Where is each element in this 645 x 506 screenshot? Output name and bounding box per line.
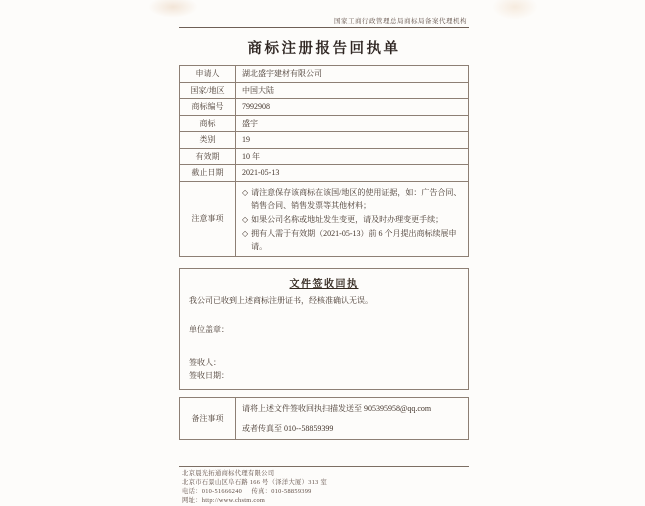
row-label: 国家/地区 xyxy=(180,83,236,99)
document-title: 商标注册报告回执单 xyxy=(247,41,401,57)
company-stamp-label: 单位盖章： xyxy=(189,325,229,335)
row-label: 截止日期 xyxy=(180,165,236,181)
sign-date-label: 签收日期： xyxy=(189,371,229,381)
row-value: 湖北盛宇建材有限公司 xyxy=(242,69,322,79)
row-expiry-date xyxy=(180,165,468,182)
note-text: 如果公司名称或地址发生变更，请及时办理变更手续； xyxy=(251,214,444,224)
agency-website: 网址：http://www.chstm.com xyxy=(182,496,266,504)
agency-phone: 电话：010-51666240 xyxy=(182,487,243,495)
row-applicant xyxy=(180,66,468,83)
trademark-info-table xyxy=(179,65,469,257)
scanned-document xyxy=(179,13,469,506)
remarks-table xyxy=(179,397,469,439)
row-label: 商标编号 xyxy=(180,99,236,115)
row-notes xyxy=(180,182,468,257)
row-value: 7992908 xyxy=(242,102,270,112)
agency-phone-fax xyxy=(182,488,469,497)
row-value: 盛宇 xyxy=(242,118,258,128)
row-label: 有效期 xyxy=(180,149,236,165)
row-class xyxy=(180,132,468,149)
row-value: 19 xyxy=(242,135,250,145)
note-item xyxy=(242,227,462,253)
agency-registration-note: 国家工商行政管理总局商标局备案代理机构 xyxy=(179,13,469,28)
spacer xyxy=(244,488,250,495)
signer-label: 签收人： xyxy=(189,358,221,368)
row-label: 备注事项 xyxy=(180,398,236,438)
receipt-acknowledgement-box xyxy=(179,268,469,390)
remarks-line-1: 请将上述文件签收回执扫描发送至 905395958@qq.com xyxy=(242,404,432,414)
note-item xyxy=(242,213,462,226)
row-validity-period xyxy=(180,149,468,166)
remarks-line-2: 或者传真至 010--58859399 xyxy=(242,423,334,433)
row-country-region xyxy=(180,83,468,100)
agency-fax: 传真：010-58859399 xyxy=(251,487,312,495)
scan-smudge xyxy=(492,0,538,20)
row-trademark-number xyxy=(180,99,468,116)
row-label: 申请人 xyxy=(180,66,236,82)
note-text: 拥有人需于有效期（2021-05-13）前 6 个月提出商标续展申请。 xyxy=(251,229,457,252)
diamond-bullet-icon: ◇ xyxy=(242,214,249,224)
row-trademark xyxy=(180,116,468,133)
row-label: 注意事项 xyxy=(180,182,236,257)
row-remarks xyxy=(180,398,468,438)
row-value: 中国大陆 xyxy=(242,85,274,95)
row-label: 类别 xyxy=(180,132,236,148)
row-value: 2021-05-13 xyxy=(242,168,280,178)
remarks-content xyxy=(236,398,468,438)
row-label: 商标 xyxy=(180,116,236,132)
notes-list xyxy=(236,182,468,257)
receipt-statement: 我公司已收到上述商标注册证书，经核准确认无误。 xyxy=(189,296,373,306)
diamond-bullet-icon: ◇ xyxy=(242,229,249,239)
row-value: 10 年 xyxy=(242,151,260,161)
receipt-box-title: 文件签收回执 xyxy=(289,279,359,291)
note-text: 请注意保存该商标在该国/地区的使用证据，如：广告合同、销售合同、销售发票等其他材料； xyxy=(251,187,462,210)
agency-company-name: 北京晨光拓通商标代理有限公司 xyxy=(182,469,275,477)
agency-footer xyxy=(179,466,469,506)
note-item xyxy=(242,186,462,212)
diamond-bullet-icon: ◇ xyxy=(242,187,249,197)
agency-address: 北京市石景山区阜石路 166 号（泽洋大厦）313 室 xyxy=(182,478,328,486)
